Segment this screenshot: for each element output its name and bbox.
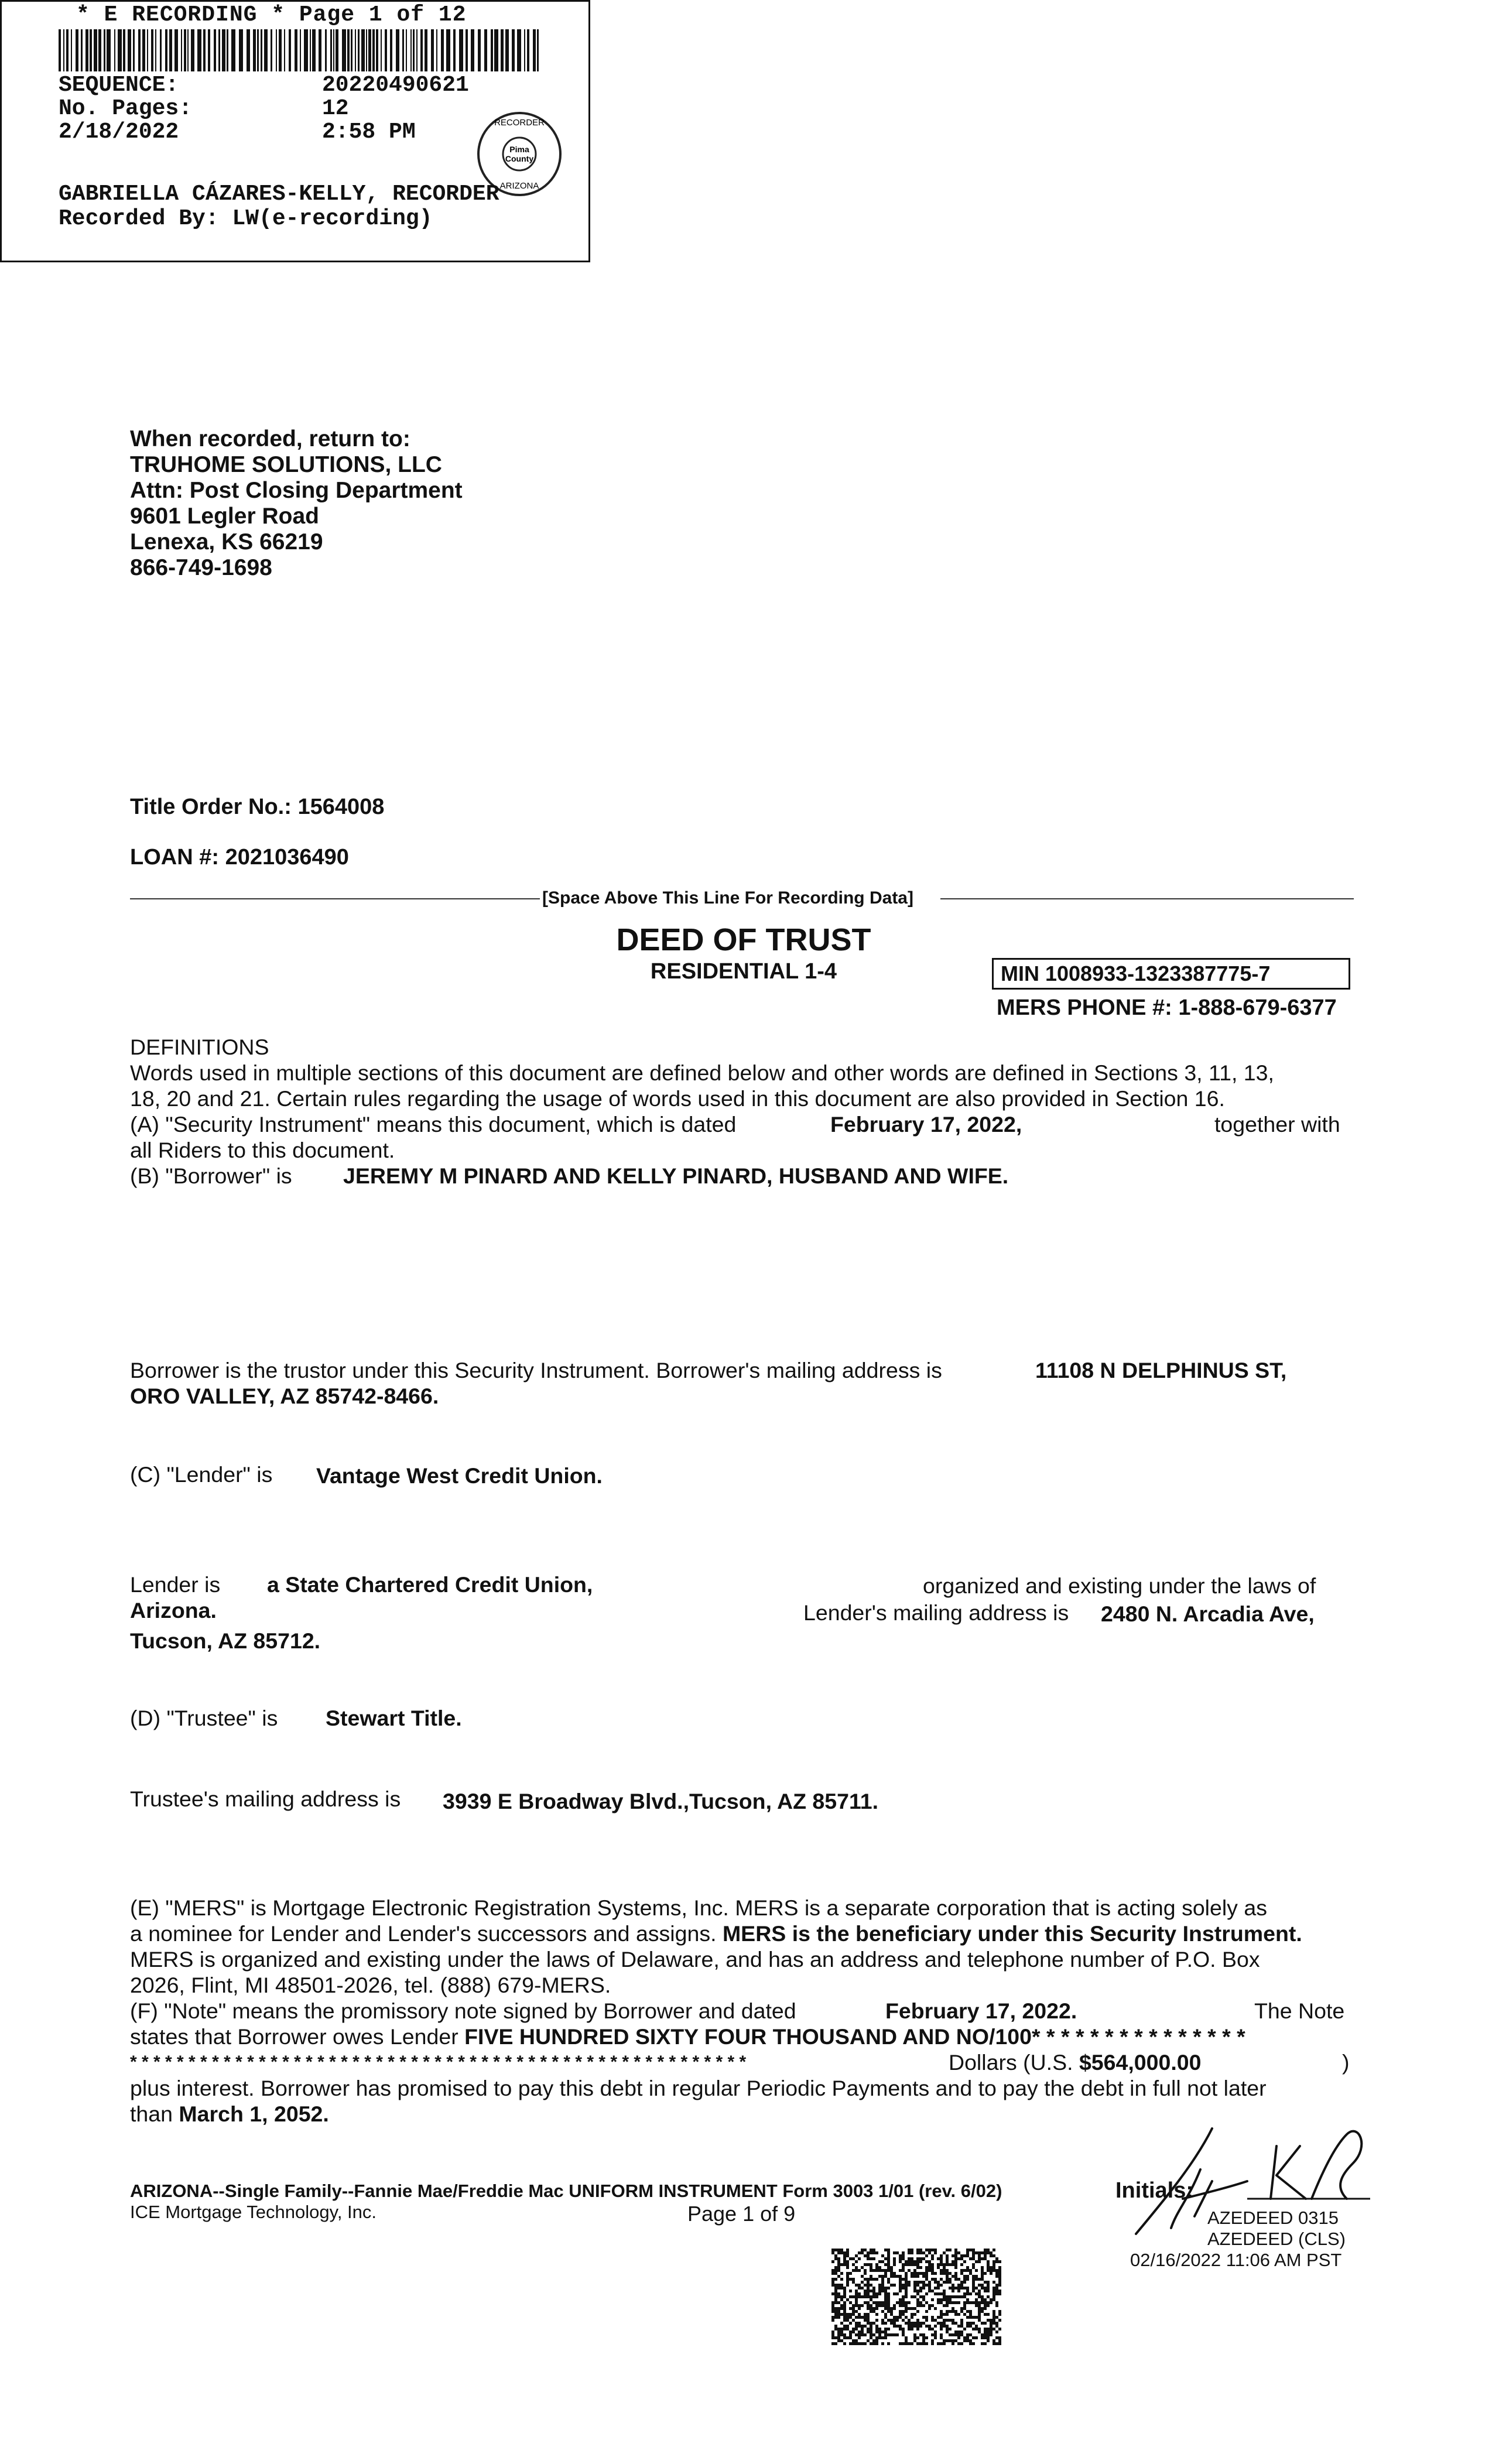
- form-code-2: AZEDEED (CLS): [1207, 2229, 1346, 2249]
- def-f-close-paren: ): [1342, 2050, 1350, 2075]
- divider-rule-left: [130, 898, 540, 899]
- software-vendor: ICE Mortgage Technology, Inc.: [130, 2202, 377, 2222]
- return-to-company: TRUHOME SOLUTIONS, LLC: [130, 452, 442, 477]
- def-e-line-3: MERS is organized and existing under the laws of Delaware, and has an address and telephone number of P.O. Box: [130, 1947, 1260, 1972]
- form-code-1: AZEDEED 0315: [1207, 2208, 1339, 2228]
- barcode-icon: [59, 29, 539, 71]
- recording-stamp: [0, 0, 590, 262]
- loan-number: [130, 844, 349, 870]
- initials-label: Initials:: [1115, 2178, 1194, 2203]
- def-d-label: (D) "Trustee" is: [130, 1706, 278, 1730]
- def-e-nominee: a nominee for Lender and Lender's successors and assigns.: [130, 1921, 717, 1946]
- def-e-beneficiary: MERS is the beneficiary under this Security Instrument.: [722, 1921, 1302, 1946]
- document-subtitle: RESIDENTIAL 1-4: [650, 959, 837, 984]
- svg-text:County: County: [505, 154, 534, 163]
- title-order: [130, 794, 384, 820]
- divider-rule-right: [940, 898, 1354, 899]
- trustee-address-label: Trustee's mailing address is: [130, 1787, 401, 1811]
- def-f-line-4: plus interest. Borrower has promised to pay this debt in regular Periodic Payments and to pay the debt in full not later: [130, 2076, 1267, 2100]
- def-f-line-2: [130, 2024, 1245, 2049]
- def-c-label: (C) "Lender" is: [130, 1462, 273, 1487]
- def-e-line-4: 2026, Flint, MI 48501-2026, tel. (888) 679-MERS.: [130, 1973, 611, 1997]
- def-f-maturity-date: March 1, 2052.: [179, 2102, 329, 2126]
- borrower-address-line-2: ORO VALLEY, AZ 85742-8466.: [130, 1384, 439, 1408]
- def-b-label: (B) "Borrower" is: [130, 1163, 292, 1188]
- lender-address-label: Lender's mailing address is: [803, 1600, 1069, 1625]
- lender-address-city: Tucson, AZ 85712.: [130, 1628, 321, 1653]
- document-title: DEED OF TRUST: [616, 922, 871, 957]
- def-a-label: (A) "Security Instrument" means this document, which is dated: [130, 1112, 737, 1137]
- min-box: MIN 1008933-1323387775-7: [992, 958, 1350, 990]
- borrower-address-line-1: 11108 N DELPHINUS ST,: [1035, 1358, 1287, 1382]
- loan-value: 2021036490: [225, 845, 349, 870]
- recorded-by: Recorded By: LW(e-recording): [59, 206, 433, 231]
- def-f-amount: $564,000.00: [1079, 2050, 1202, 2075]
- def-f-dollars: [949, 2049, 1202, 2075]
- def-f-tail: The Note: [1254, 1998, 1345, 2023]
- lender-address-street: 2480 N. Arcadia Ave,: [1101, 1601, 1315, 1626]
- definitions-intro-line-1: Words used in multiple sections of this document are defined below and other words are defined in Sections 3, 11, 13,: [130, 1060, 1274, 1085]
- return-to-street: 9601 Legler Road: [130, 504, 319, 529]
- space-above-label: [Space Above This Line For Recording Data]: [542, 888, 913, 908]
- lender-state: Arizona.: [130, 1598, 217, 1623]
- stamp-header: * E RECORDING * Page 1 of 12: [76, 2, 467, 28]
- trustor-text: Borrower is the trustor under this Security Instrument. Borrower's mailing address is: [130, 1358, 942, 1382]
- return-to-attn: Attn: Post Closing Department: [130, 478, 463, 503]
- def-a-date: February 17, 2022,: [830, 1112, 1022, 1137]
- lender-is-label: Lender is: [130, 1572, 221, 1597]
- pages-value: 12: [322, 96, 349, 121]
- definitions-heading: DEFINITIONS: [130, 1035, 269, 1059]
- loan-label: LOAN #:: [130, 845, 219, 870]
- def-e-line-2: [130, 1921, 1302, 1946]
- lender-type: a State Chartered Credit Union,: [267, 1572, 593, 1597]
- def-f-amount-words: FIVE HUNDRED SIXTY FOUR THOUSAND AND NO/100* * * * * * * * * * * * * * *: [464, 2024, 1245, 2049]
- svg-text:RECORDER: RECORDER: [494, 118, 545, 128]
- page-number: Page 1 of 9: [687, 2202, 796, 2226]
- mers-phone: MERS PHONE #: 1-888-679-6377: [997, 995, 1337, 1020]
- def-d-trustee: Stewart Title.: [326, 1706, 462, 1730]
- def-f-than: than: [130, 2102, 173, 2126]
- def-f-label: (F) "Note" means the promissory note signed by Borrower and dated: [130, 1998, 796, 2023]
- def-f-date: February 17, 2022.: [885, 1998, 1077, 2023]
- svg-text:ARIZONA: ARIZONA: [499, 181, 539, 191]
- def-b-borrower: JEREMY M PINARD AND KELLY PINARD, HUSBAND AND WIFE.: [343, 1163, 1009, 1188]
- title-order-label: Title Order No.:: [130, 795, 292, 819]
- return-to-city: Lenexa, KS 66219: [130, 529, 323, 555]
- recording-data-divider: [130, 885, 1354, 911]
- return-to-phone: 866-749-1698: [130, 555, 272, 580]
- sequence-label: SEQUENCE:: [59, 73, 179, 98]
- form-identifier: ARIZONA--Single Family--Fannie Mae/Freddie Mac UNIFORM INSTRUMENT Form 3003 1/01 (rev. 6/02): [130, 2181, 1002, 2201]
- form-timestamp: 02/16/2022 11:06 AM PST: [1130, 2250, 1342, 2270]
- definitions-intro-line-2: 18, 20 and 21. Certain rules regarding the usage of words used in this document are also provided in Section 16.: [130, 1086, 1225, 1111]
- pages-label: No. Pages:: [59, 96, 193, 121]
- lender-laws-text: organized and existing under the laws of: [923, 1573, 1316, 1598]
- recorder-name: GABRIELLA CÁZARES-KELLY, RECORDER: [59, 182, 499, 207]
- def-c-lender: Vantage West Credit Union.: [316, 1463, 603, 1488]
- record-time: 2:58 PM: [322, 119, 416, 145]
- def-f-stars: * * * * * * * * * * * * * * * * * * * * * * * * * * * * * * * * * * * * * * * * * * * * * * * * * * * * *: [130, 2052, 747, 2072]
- record-date: 2/18/2022: [59, 119, 179, 145]
- return-to-heading: When recorded, return to:: [130, 426, 410, 451]
- svg-text:Pima: Pima: [509, 145, 529, 154]
- def-a-tail: together with: [1214, 1112, 1340, 1137]
- sequence-value: 20220490621: [322, 73, 469, 98]
- def-e-line-1: (E) "MERS" is Mortgage Electronic Registration Systems, Inc. MERS is a separate corporation that is acting solely as: [130, 1895, 1267, 1920]
- trustee-address-value: 3939 E Broadway Blvd.,Tucson, AZ 85711.: [443, 1789, 879, 1813]
- def-f-line-5: [130, 2101, 329, 2127]
- title-order-value: 1564008: [297, 795, 385, 819]
- def-f-owes: states that Borrower owes Lender: [130, 2024, 458, 2049]
- def-f-dollars-label: Dollars (U.S.: [949, 2050, 1073, 2075]
- def-a-line2: all Riders to this document.: [130, 1138, 395, 1162]
- qr-code-icon: [831, 2249, 1001, 2345]
